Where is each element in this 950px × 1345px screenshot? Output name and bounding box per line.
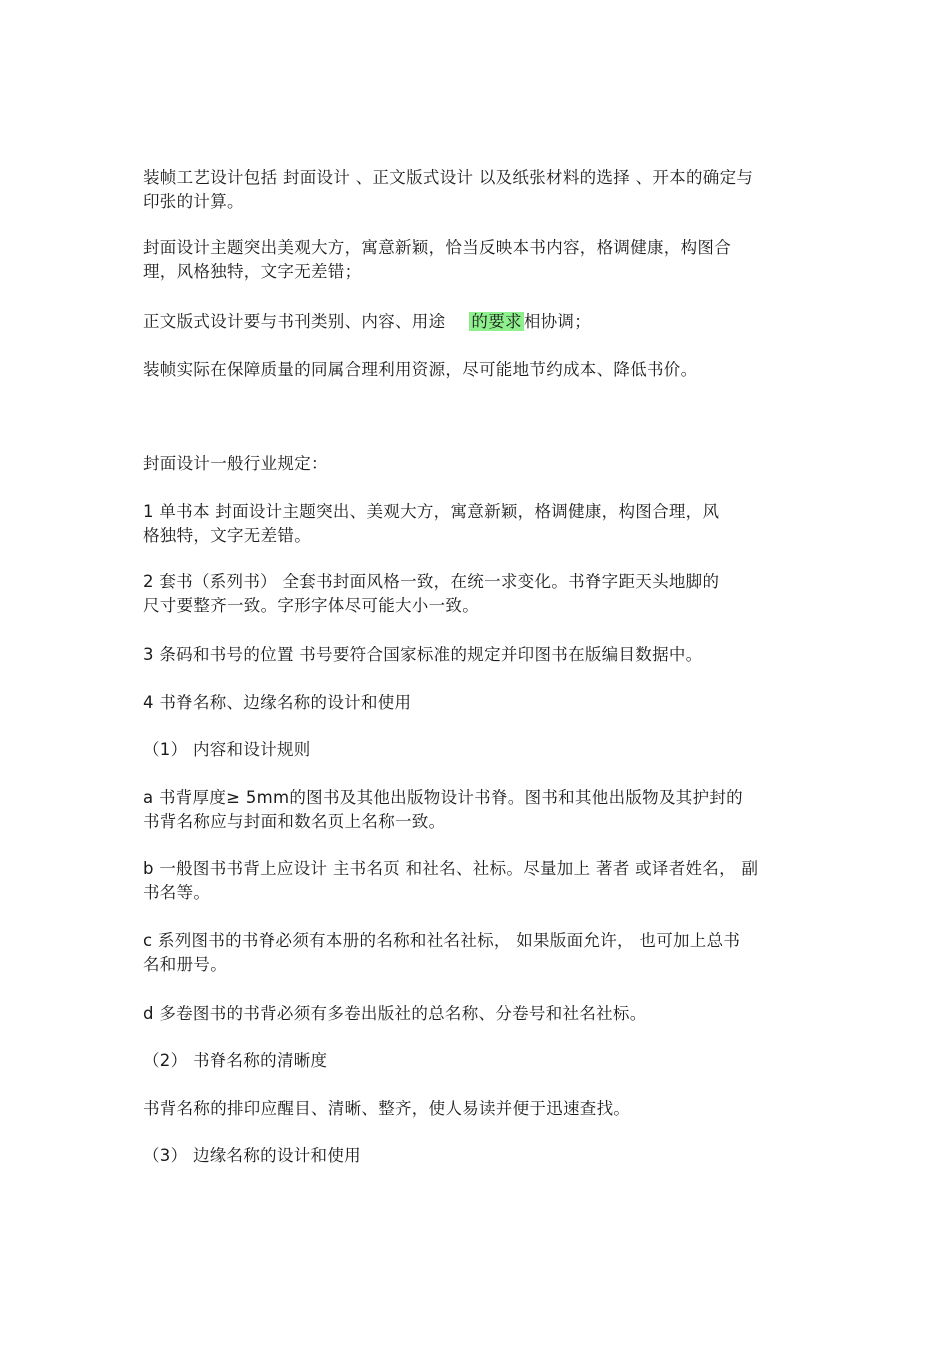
subsection-3-heading: （3） 边缘名称的设计和使用 bbox=[143, 1146, 361, 1165]
item-b-paragraph bbox=[143, 857, 813, 905]
cover-rules-heading: 封面设计一般行业规定： bbox=[143, 454, 328, 473]
item-a-line-1: a 书背厚度≥ 5mm的图书及其他出版物设计书脊。图书和其他出版物及其护封的 bbox=[143, 788, 743, 807]
cover-line-2: 理，风格独特，文字无差错； bbox=[143, 262, 362, 281]
body-layout-text: 正文版式设计要与书刊类别、内容、用途 bbox=[143, 312, 446, 331]
item-c-line-2: 名和册号。 bbox=[143, 955, 227, 974]
highlighted-text: 的要求 bbox=[471, 312, 522, 331]
rule-2-line-2: 尺寸要整齐一致。字形字体尽可能大小一致。 bbox=[143, 596, 479, 615]
intro-line-2: 印张的计算。 bbox=[143, 192, 244, 211]
item-a-paragraph bbox=[143, 786, 813, 834]
cover-line-1: 封面设计主题突出美观大方，寓意新颖，恰当反映本书内容，格调健康，构图合 bbox=[143, 238, 731, 257]
rule-1-line-2: 格独特，文字无差错。 bbox=[143, 526, 311, 545]
item-b-line-2: 书名等。 bbox=[143, 883, 211, 902]
rule-1-line-1: 1 单书本 封面设计主题突出、美观大方，寓意新颖，格调健康，构图合理，风 bbox=[143, 502, 720, 521]
clarity-paragraph: 书背名称的排印应醒目、清晰、整齐，使人易读并便于迅速查找。 bbox=[143, 1099, 631, 1118]
intro-paragraph bbox=[143, 166, 813, 214]
body-layout-end: 相协调； bbox=[523, 312, 592, 331]
rule-1-paragraph bbox=[143, 500, 813, 548]
body-layout-paragraph bbox=[143, 310, 813, 334]
rule-2-line-1: 2 套书（系列书） 全套书封面风格一致，在统一求变化。书脊字距天头地脚的 bbox=[143, 572, 720, 591]
rule-3-paragraph: 3 条码和书号的位置 书号要符合国家标准的规定并印图书在版编目数据中。 bbox=[143, 645, 703, 664]
item-c-paragraph bbox=[143, 929, 813, 977]
item-b-line-1: b 一般图书书背上应设计 主书名页 和社名、社标。尽量加上 著者 或译者姓名， 副 bbox=[143, 859, 759, 878]
practice-paragraph: 装帧实际在保障质量的同属合理利用资源，尽可能地节约成本、降低书价。 bbox=[143, 360, 698, 379]
subsection-1-heading: （1） 内容和设计规则 bbox=[143, 740, 311, 759]
rule-4-heading: 4 书脊名称、边缘名称的设计和使用 bbox=[143, 693, 412, 712]
item-c-line-1: c 系列图书的书脊必须有本册的名称和社名社标， 如果版面允许， 也可加上总书 bbox=[143, 931, 741, 950]
subsection-2-heading: （2） 书脊名称的清晰度 bbox=[143, 1051, 328, 1070]
intro-line-1: 装帧工艺设计包括 封面设计 、正文版式设计 以及纸张材料的选择 、开本的确定与 bbox=[143, 168, 754, 187]
rule-2-paragraph bbox=[143, 570, 813, 618]
cover-design-paragraph bbox=[143, 236, 813, 284]
item-a-line-2: 书背名称应与封面和数名页上名称一致。 bbox=[143, 812, 446, 831]
item-d-paragraph: d 多卷图书的书背必须有多卷出版社的总名称、分卷号和社名社标。 bbox=[143, 1004, 647, 1023]
